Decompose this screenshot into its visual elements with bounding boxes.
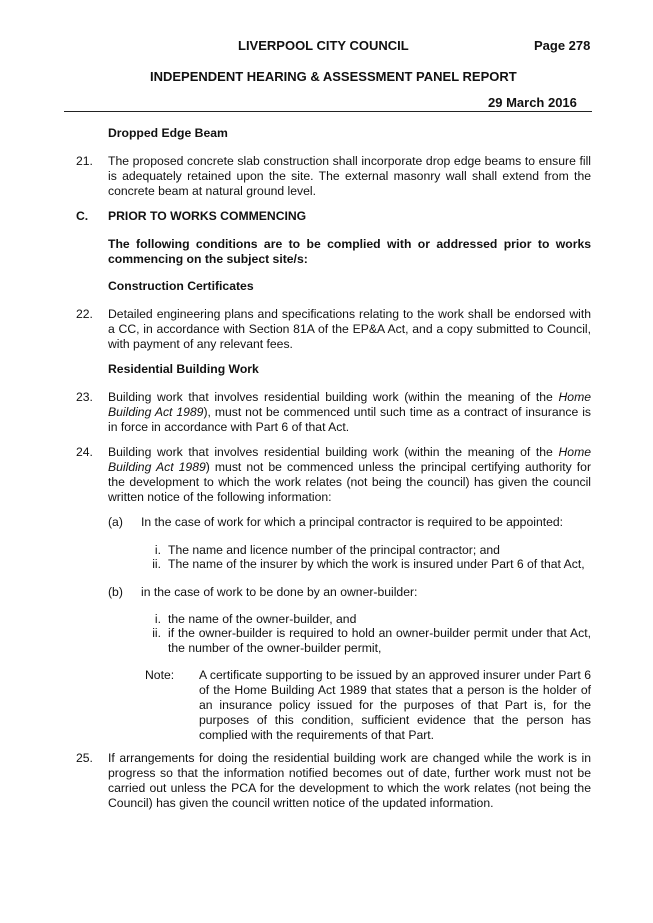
condition-24-text-b: ) must not be commenced unless the principal certifying authority for the development to which the work relates (not being the council) has given the council written notice of the following information:: [108, 460, 592, 505]
condition-21-text: The proposed concrete slab construction shall incorporate drop edge beams to ensure fill is adequately retained upon the site. The external masonry wall shall extend from the concrete beam at natural ground level.: [108, 154, 591, 199]
condition-24-b-ii-label: ii.: [152, 626, 161, 640]
condition-24-a-i-label: i.: [154, 543, 161, 557]
section-c-title: PRIOR TO WORKS COMMENCING: [108, 209, 307, 223]
condition-24-text-a: Building work that involves residential building work (within the meaning of the: [108, 445, 559, 459]
header-divider: [64, 111, 592, 112]
heading-construction-certificates: Construction Certificates: [108, 279, 254, 293]
condition-24-note-text: A certificate supporting to be issued by an approved insurer under Part 6 of the Home Building Act 1989 that states that a person is the holder of an insurance policy issued for the purposes of that Part is, for the purposes of this condition, sufficient evidence that the person has complied with the requirements of that Part.: [199, 668, 591, 743]
condition-24-b-text: in the case of work to be done by an owner-builder:: [141, 585, 418, 599]
heading-dropped-edge-beam: Dropped Edge Beam: [108, 126, 228, 140]
condition-24-a-i-text: The name and licence number of the principal contractor; and: [168, 543, 500, 557]
council-name: LIVERPOOL CITY COUNCIL: [238, 38, 409, 53]
condition-22-text: Detailed engineering plans and specifications relating to the work shall be endorsed with a CC, in accordance with Section 81A of the EP&A Act, and a copy submitted to Council, with payment of any relevant fees.: [108, 307, 591, 352]
report-date: 29 March 2016: [488, 95, 577, 110]
condition-23-act-name: Home Building Act 1989: [108, 390, 591, 420]
section-c-letter: C.: [76, 209, 89, 223]
condition-24-b-ii-text: if the owner-builder is required to hold an owner-builder permit under that Act, the number of the owner-builder permit,: [168, 626, 591, 656]
section-c-intro: The following conditions are to be complied with or addressed prior to works commencing on the subject site/s:: [108, 237, 591, 267]
condition-23-number: 23.: [76, 390, 93, 404]
condition-24-b-label: (b): [108, 585, 123, 599]
condition-23-text-a: Building work that involves residential building work (within the meaning of the: [108, 390, 559, 404]
condition-24-note-label: Note:: [145, 668, 175, 682]
condition-25-text: If arrangements for doing the residential building work are changed while the work is in progress so that the information notified becomes out of date, further work must not be carried out unless the PCA for the development to which the work relates (not being the Council) has given the council written notice of the updated information.: [108, 751, 591, 811]
condition-25-number: 25.: [76, 751, 93, 765]
condition-24-a-label: (a): [108, 515, 123, 529]
condition-24-b-i-text: the name of the owner-builder, and: [168, 612, 357, 626]
condition-23-text: [108, 390, 591, 435]
condition-24-text: [108, 445, 591, 505]
heading-residential-building-work: Residential Building Work: [108, 362, 259, 376]
condition-21-number: 21.: [76, 154, 93, 168]
condition-24-number: 24.: [76, 445, 93, 459]
condition-24-a-text: In the case of work for which a principal contractor is required to be appointed:: [141, 515, 564, 529]
condition-22-number: 22.: [76, 307, 93, 321]
page-number: Page 278: [534, 38, 591, 53]
condition-24-a-ii-label: ii.: [152, 557, 161, 571]
condition-23-text-b: ), must not be commenced until such time as a contract of insurance is in force in accordance with Part 6 of that Act.: [108, 405, 592, 435]
report-title: INDEPENDENT HEARING & ASSESSMENT PANEL REPORT: [150, 69, 517, 84]
condition-24-a-ii-text: The name of the insurer by which the work is insured under Part 6 of that Act,: [168, 557, 585, 571]
condition-24-act-name: Home Building Act 1989: [108, 445, 591, 475]
condition-24-b-i-label: i.: [154, 612, 161, 626]
